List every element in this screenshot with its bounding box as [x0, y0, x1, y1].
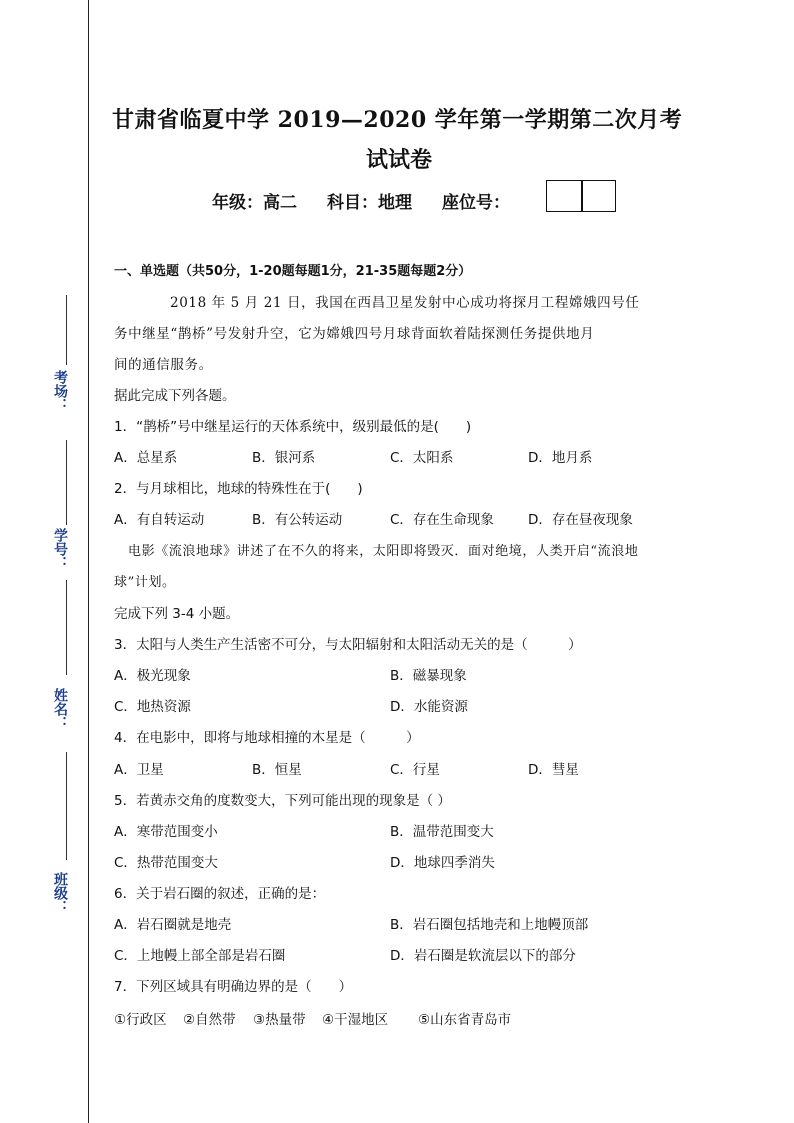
q2-option-d: D．存在昼夜现象 — [528, 512, 633, 528]
exam-title-cont: 试试卷 — [366, 147, 433, 173]
q3-option-b: B．磁暴现象 — [390, 668, 467, 684]
q7-item-3: ③热量带 — [253, 1012, 306, 1028]
exam-title: 甘肃省临夏中学 2019—2020 学年第一学期第二次月考 — [112, 107, 683, 133]
q5-option-d: D．地球四季消失 — [390, 855, 495, 871]
q1-stem: 1．“鹊桥”号中继星运行的天体系统中，级别最低的是( ) — [114, 419, 472, 435]
seat-label: 座位号： — [442, 193, 510, 213]
q1-option-b: B．银河系 — [252, 450, 316, 466]
q3-option-c: C．地热资源 — [114, 699, 191, 715]
q4-option-c: C．行星 — [390, 762, 440, 778]
instruction2: 完成下列 3-4 小题。 — [114, 606, 240, 622]
q6-option-a: A．岩石圈就是地壳 — [114, 917, 232, 933]
q4-option-d: D．彗星 — [528, 762, 579, 778]
passage1-line2: 务中继星“鹊桥”号发射升空，它为嫦娥四号月球背面软着陆探测任务提供地月 — [114, 326, 595, 342]
seat-number-boxes[interactable] — [546, 180, 616, 212]
passage2-line1: 电影《流浪地球》讲述了在不久的将来，太阳即将毁灭．面对绝境，人类开启“流浪地 — [128, 544, 639, 559]
q3-option-a: A．极光现象 — [114, 668, 191, 684]
class-label: 班级： — [52, 872, 68, 914]
student-no-blank-line — [66, 440, 67, 525]
grade-label: 年级：高二 — [212, 193, 297, 213]
q6-option-d: D．岩石圈是软流层以下的部分 — [390, 948, 576, 964]
name-label: 姓名： — [52, 688, 68, 730]
q6-stem: 6．关于岩石圈的叙述，正确的是： — [114, 886, 326, 902]
q6-option-b: B．岩石圈包括地壳和上地幔顶部 — [390, 917, 589, 933]
q7-stem: 7．下列区域具有明确边界的是（ ） — [114, 979, 353, 995]
q7-item-4: ④干湿地区 — [322, 1012, 389, 1028]
instruction1: 据此完成下列各题。 — [114, 388, 236, 404]
passage1-line1: 2018 年 5 月 21 日，我国在西昌卫星发射中心成功将探月工程嫦娥四号任 — [170, 295, 640, 311]
q7-item-5: ⑤山东省青岛市 — [418, 1012, 512, 1028]
q2-option-c: C．存在生命现象 — [390, 512, 494, 528]
binding-margin-line — [88, 0, 89, 1123]
exam-meta-row — [212, 188, 510, 213]
q5-stem: 5．若黄赤交角的度数变大，下列可能出现的现象是（ ） — [114, 793, 451, 809]
q1-option-c: C．太阳系 — [390, 450, 454, 466]
q2-stem: 2．与月球相比，地球的特殊性在于( ) — [114, 481, 363, 497]
name-blank-line-top — [66, 580, 67, 675]
q2-option-b: B．有公转运动 — [252, 512, 343, 528]
q4-option-b: B．恒星 — [252, 762, 302, 778]
q4-option-a: A．卫星 — [114, 762, 164, 778]
q5-option-b: B．温带范围变大 — [390, 824, 494, 840]
q2-option-a: A．有自转运动 — [114, 512, 205, 528]
class-blank-line — [66, 752, 67, 860]
q4-stem: 4．在电影中，即将与地球相撞的木星是（ ） — [114, 730, 420, 746]
q6-option-c: C．上地幔上部全部是岩石圈 — [114, 948, 286, 964]
q3-option-d: D．水能资源 — [390, 699, 468, 715]
passage2-line2: 球”计划。 — [114, 575, 176, 590]
q1-option-a: A．总星系 — [114, 450, 178, 466]
q5-option-a: A．寒带范围变小 — [114, 824, 218, 840]
q7-item-2: ②自然带 — [183, 1012, 236, 1028]
passage1-line3: 间的通信服务。 — [114, 357, 213, 373]
q3-stem: 3．太阳与人类生产生活密不可分，与太阳辐射和太阳活动无关的是（ ） — [114, 637, 582, 653]
q7-item-1: ①行政区 — [114, 1012, 167, 1028]
q5-option-c: C．热带范围变大 — [114, 855, 218, 871]
exam-room-label: 考场： — [52, 370, 68, 412]
exam-room-blank-line — [66, 295, 67, 365]
section-heading: 一、单选题（共50分，1-20题每题1分，21-35题每题2分） — [114, 264, 472, 279]
student-no-label: 学号： — [52, 528, 68, 570]
q1-option-d: D．地月系 — [528, 450, 593, 466]
seat-box-divider — [581, 181, 583, 211]
subject-label: 科目：地理 — [327, 193, 412, 213]
